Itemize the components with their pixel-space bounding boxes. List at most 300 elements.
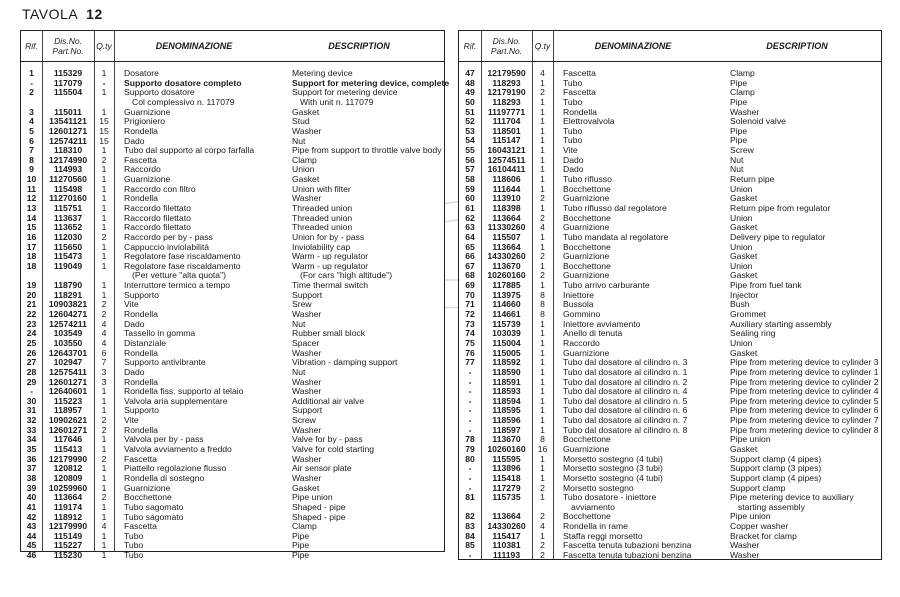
denominazione-line: Bocchettone xyxy=(563,183,611,194)
description-line: Threaded union xyxy=(292,212,353,223)
description-line: Auxiliary starting assembly xyxy=(730,318,832,329)
table-row xyxy=(459,108,881,118)
denominazione-line: Tubo dal dosatore al cilindro n. 5 xyxy=(563,395,688,406)
part-number: 113664 xyxy=(492,212,521,223)
part-number: 14330260 xyxy=(487,521,526,532)
part-number: 115735 xyxy=(492,492,521,503)
table-number: 12 xyxy=(86,6,103,22)
description-line: Air sensor plate xyxy=(292,463,352,474)
ref-number: 79 xyxy=(465,443,475,454)
table-row xyxy=(459,185,881,195)
denominazione-line: Prigioniero xyxy=(124,116,166,127)
header-description: DESCRIPTION xyxy=(328,41,390,51)
ref-number: 49 xyxy=(465,87,475,98)
ref-number: - xyxy=(30,386,33,397)
denominazione-line: Bocchettone xyxy=(563,260,611,271)
denominazione-line: Tubo xyxy=(124,550,144,561)
part-number: 117079 xyxy=(53,77,83,88)
denominazione-subline: (Per vetture "alta quota") xyxy=(132,270,226,281)
ref-number: 18 xyxy=(26,251,37,262)
quantity: 1 xyxy=(101,289,107,300)
part-number: 118291 xyxy=(53,289,83,300)
table-row xyxy=(21,532,444,542)
table-row xyxy=(21,175,444,185)
table-row xyxy=(21,281,444,291)
quantity: 1 xyxy=(101,202,107,213)
description-line: Pipe xyxy=(730,135,748,146)
table-row xyxy=(21,464,444,474)
denominazione-text xyxy=(124,262,241,281)
denominazione-line: Tubo xyxy=(124,530,144,541)
quantity: 1 xyxy=(101,540,107,551)
denominazione-line: Tubo dal dosatore al cilindro n. 3 xyxy=(563,357,688,368)
denominazione-line: Supporto antivibrante xyxy=(124,357,206,368)
ref-number: 48 xyxy=(465,77,475,88)
part-number: 12640601 xyxy=(48,386,88,397)
denominazione-line: Rondella xyxy=(124,309,158,320)
parts-table-left xyxy=(20,30,450,561)
quantity: 1 xyxy=(540,164,545,175)
description-line: Threaded union xyxy=(292,202,353,213)
parts-table-right xyxy=(458,30,882,560)
description-line: Pipe xyxy=(292,530,310,541)
ref-number: - xyxy=(468,482,472,493)
quantity: 4 xyxy=(101,328,107,339)
description-text xyxy=(292,262,392,281)
description-line: Screw xyxy=(292,415,316,426)
denominazione-line: Tubo sagomato xyxy=(124,511,184,522)
page-title xyxy=(22,6,103,22)
part-number: 115507 xyxy=(492,231,521,242)
quantity: 1 xyxy=(540,376,545,387)
part-number: 112030 xyxy=(53,231,83,242)
denominazione-line: Rondella in rame xyxy=(563,521,628,532)
description-subline: (For cars "high altitude") xyxy=(300,270,393,281)
part-number: 115498 xyxy=(53,183,83,194)
part-number: 11197771 xyxy=(487,106,526,117)
part-number: 118596 xyxy=(492,415,521,426)
quantity: 7 xyxy=(101,357,107,368)
description-line: Union xyxy=(292,164,315,175)
table-row xyxy=(459,551,881,561)
part-number: 11270560 xyxy=(49,174,87,185)
quantity: 2 xyxy=(101,154,107,165)
ref-number: 11 xyxy=(26,183,37,194)
ref-number: 46 xyxy=(26,550,37,561)
ref-number: - xyxy=(30,77,33,88)
description-line: Washer xyxy=(730,550,760,561)
ref-number: 74 xyxy=(465,328,475,339)
table-row xyxy=(459,522,881,532)
denominazione-line: Dosatore xyxy=(124,68,159,78)
table-row xyxy=(459,117,881,127)
denominazione-line: Valvola per by - pass xyxy=(124,434,204,445)
table-row xyxy=(459,204,881,214)
denominazione-line: Dado xyxy=(124,366,145,377)
part-number: 12574211 xyxy=(49,318,87,329)
description-line: Clamp xyxy=(292,521,317,532)
part-number: 111704 xyxy=(492,116,521,127)
quantity: 1 xyxy=(101,164,107,175)
description-line: Grommet xyxy=(730,309,766,320)
part-number: 115329 xyxy=(53,68,83,78)
ref-number: - xyxy=(468,395,472,406)
table-row xyxy=(21,387,444,397)
ref-number: 22 xyxy=(26,309,37,320)
table-body xyxy=(459,69,881,561)
denominazione-line: Rondella xyxy=(124,125,158,136)
description-line: Washer xyxy=(292,125,322,136)
ref-number: 20 xyxy=(26,289,37,300)
description-line: Vibration - damping support xyxy=(292,357,398,368)
denominazione-line: Bocchettone xyxy=(563,511,611,522)
part-number: 12601271 xyxy=(48,125,88,136)
denominazione-line: Supporto dosatore xyxy=(124,87,195,98)
table-header xyxy=(21,31,444,62)
part-number: 120812 xyxy=(53,463,83,474)
denominazione-line: Regolatore fase riscaldamento xyxy=(124,260,241,271)
quantity: 16 xyxy=(537,443,548,454)
ref-number: 50 xyxy=(465,96,475,107)
denominazione-line: Raccordo filettato xyxy=(124,222,191,233)
part-number: 117885 xyxy=(492,280,521,291)
table-row xyxy=(21,204,444,214)
description-line: Pipe xyxy=(730,77,748,88)
ref-number: 26 xyxy=(26,347,37,358)
quantity: 1 xyxy=(540,453,545,464)
quantity: 1 xyxy=(101,395,107,406)
ref-number: 25 xyxy=(26,337,37,348)
denominazione-line: Tubo xyxy=(563,125,583,136)
part-number: 115223 xyxy=(53,395,83,406)
description-line: Metering device xyxy=(292,68,353,78)
description-line: Warm - up regulator xyxy=(292,260,369,271)
table-row xyxy=(459,88,881,98)
header-rif: Rif. xyxy=(463,41,477,51)
part-number: 12574211 xyxy=(49,135,87,146)
denominazione-subline: Col complessivo n. 117079 xyxy=(132,96,235,107)
denominazione-line: Guarnizione xyxy=(563,193,610,204)
part-number: 12643701 xyxy=(48,347,88,358)
table-row xyxy=(459,175,881,185)
quantity: 1 xyxy=(540,366,545,377)
part-number: 118293 xyxy=(492,77,521,88)
part-number: 113670 xyxy=(492,434,521,445)
description-text xyxy=(730,551,759,561)
ref-number: 60 xyxy=(465,193,475,204)
description-line: Washer xyxy=(292,309,322,320)
quantity: 2 xyxy=(101,492,107,503)
table-row xyxy=(459,474,881,484)
part-number: 118293 xyxy=(492,96,521,107)
denominazione-line: Dado xyxy=(124,318,145,329)
part-number: 113670 xyxy=(492,260,521,271)
part-number: 118957 xyxy=(53,405,83,416)
ref-number: 42 xyxy=(26,511,37,522)
part-number: 10260160 xyxy=(487,443,526,454)
part-number: 113664 xyxy=(53,492,83,503)
denominazione-line: Bocchettone xyxy=(124,492,172,503)
description-line: Gasket xyxy=(292,482,320,493)
quantity: 4 xyxy=(101,318,107,329)
description-line: Pipe metering device to auxiliary xyxy=(730,492,854,503)
description-line: Pipe xyxy=(292,550,310,561)
quantity: 1 xyxy=(540,328,545,339)
denominazione-line: Tubo riflusso xyxy=(563,174,612,185)
denominazione-line: Guarnizione xyxy=(563,347,610,358)
table-body xyxy=(21,68,450,561)
part-number: 10260160 xyxy=(487,270,526,281)
denominazione-line: Fascetta tenuta tubazioni benzina xyxy=(563,550,692,561)
ref-number: 7 xyxy=(29,145,34,156)
table-row xyxy=(21,397,444,407)
description-line: Pipe union xyxy=(292,492,333,503)
part-number: 118590 xyxy=(492,366,521,377)
denominazione-line: Bocchettone xyxy=(563,434,611,445)
part-number: 12179590 xyxy=(487,68,526,78)
quantity: 1 xyxy=(101,183,107,194)
denominazione-line: Tassello in gomma xyxy=(124,328,196,339)
denominazione-line: Bocchettone xyxy=(563,241,611,252)
part-number: 111644 xyxy=(492,183,521,194)
quantity: 1 xyxy=(101,511,107,522)
description-line: Additional air valve xyxy=(292,395,365,406)
ref-number: 24 xyxy=(26,328,37,339)
part-number: 115504 xyxy=(53,87,83,98)
part-number: 115011 xyxy=(54,106,82,117)
description-line: Pipe from metering device to cylinder 3 xyxy=(730,357,879,368)
description-line: Pipe from metering device to cylinder 2 xyxy=(730,376,879,387)
ref-number: 63 xyxy=(465,222,475,233)
table-row xyxy=(459,493,881,512)
denominazione-line: Tubo dal dosatore al cilindro n. 7 xyxy=(563,415,688,426)
denominazione-line: Guarnizione xyxy=(124,174,171,185)
denominazione-line: Tubo dal supporto al corpo farfalla xyxy=(124,145,255,156)
quantity: 1 xyxy=(540,337,545,348)
description-line: Support for metering device xyxy=(292,87,398,98)
ref-number: 6 xyxy=(29,135,34,146)
ref-number: 55 xyxy=(465,145,475,156)
denominazione-line: Fascetta xyxy=(124,521,157,532)
ref-number: 33 xyxy=(26,424,37,435)
description-line: Washer xyxy=(292,193,322,204)
ref-number: 69 xyxy=(465,280,475,291)
part-number: 115417 xyxy=(492,530,521,541)
description-line: Clamp xyxy=(730,87,755,98)
denominazione-line: Vite xyxy=(563,145,578,156)
part-number: 10902621 xyxy=(48,415,88,426)
denominazione-subline: avviamento xyxy=(571,501,615,512)
part-number: 11330260 xyxy=(487,222,526,233)
quantity: 3 xyxy=(101,376,107,387)
description-line: Pipe union xyxy=(730,434,771,445)
ref-number: 75 xyxy=(465,337,475,348)
denominazione-line: Raccordo xyxy=(563,337,600,348)
ref-number: - xyxy=(468,415,472,426)
quantity: 1 xyxy=(540,415,545,426)
ref-number: 39 xyxy=(26,482,37,493)
denominazione-line: Tubo dal dosatore al cilindro n. 2 xyxy=(563,376,688,387)
denominazione-line: Gommino xyxy=(563,309,601,320)
description-line: Copper washer xyxy=(730,521,789,532)
description-line: Gasket xyxy=(292,106,320,117)
denominazione-line: Rondella di sostegno xyxy=(124,472,205,483)
ref-number: 57 xyxy=(465,164,475,175)
quantity: 1 xyxy=(540,106,545,117)
ref-number: 13 xyxy=(26,202,37,213)
part-number: 12575411 xyxy=(49,366,87,377)
quantity: 1 xyxy=(540,77,545,88)
quantity: 1 xyxy=(540,347,545,358)
quantity: 1 xyxy=(540,116,545,127)
ref-number: 9 xyxy=(29,164,34,175)
ref-number: 47 xyxy=(465,68,475,78)
quantity: 1 xyxy=(101,174,107,185)
denominazione-line: Bussola xyxy=(563,299,594,310)
ref-number: 23 xyxy=(26,318,37,329)
header-denominazione: DENOMINAZIONE xyxy=(594,41,672,51)
quantity: 15 xyxy=(99,125,109,136)
table-row xyxy=(21,233,444,243)
part-number: 12601271 xyxy=(48,424,88,435)
denominazione-line: Tubo dal dosatore al cilindro n. 1 xyxy=(563,366,688,377)
header-denominazione: DENOMINAZIONE xyxy=(155,41,233,51)
table-row xyxy=(21,194,444,204)
ref-number: 81 xyxy=(465,492,475,503)
quantity: 2 xyxy=(101,299,107,310)
denominazione-line: Raccordo filettato xyxy=(124,212,191,223)
description-line: Inviolability cap xyxy=(292,241,351,252)
description-line: Washer xyxy=(292,376,322,387)
ref-number: - xyxy=(468,550,472,561)
part-number: 12604271 xyxy=(48,309,88,320)
table-row xyxy=(21,541,444,551)
ref-number: 64 xyxy=(465,231,475,242)
quantity: 1 xyxy=(101,444,107,455)
ref-number: - xyxy=(468,405,472,416)
denominazione-line: Fascetta tenuta tubazioni benzina xyxy=(563,540,692,551)
description-line: Spacer xyxy=(292,337,320,348)
denominazione-line: Staffa reggi morsetto xyxy=(563,530,643,541)
ref-number: 15 xyxy=(26,222,37,233)
table-row xyxy=(21,493,444,503)
quantity: 1 xyxy=(540,405,545,416)
quantity: 1 xyxy=(101,212,107,223)
denominazione-line: Raccordo xyxy=(124,164,161,175)
denominazione-line: Fascetta xyxy=(124,154,157,165)
description-line: Washer xyxy=(292,386,322,397)
ref-number: 36 xyxy=(26,453,37,464)
ref-number: 83 xyxy=(465,521,475,532)
description-line: Solenoid valve xyxy=(730,116,786,127)
ref-number: 12 xyxy=(26,193,37,204)
description-line: Pipe from metering device to cylinder 4 xyxy=(730,386,879,397)
quantity: 6 xyxy=(101,347,107,358)
description-text xyxy=(730,493,854,512)
quantity: 1 xyxy=(540,96,545,107)
quantity: 2 xyxy=(540,540,545,551)
quantity: 1 xyxy=(540,492,545,503)
ref-number: 65 xyxy=(465,241,475,252)
denominazione-line: Tubo xyxy=(124,540,144,551)
denominazione-line: Supporto xyxy=(124,405,159,416)
ref-number: 14 xyxy=(26,212,37,223)
description-line: Shaped - pipe xyxy=(292,501,346,512)
part-number: 118595 xyxy=(492,405,521,416)
table-row xyxy=(21,435,444,445)
table-row xyxy=(459,69,881,79)
ref-number: 52 xyxy=(465,116,475,127)
description-line: Pipe from support to throttle valve body xyxy=(292,145,442,156)
ref-number: 1 xyxy=(29,68,34,78)
ref-number: - xyxy=(468,472,472,483)
part-number: 11270160 xyxy=(49,193,87,204)
denominazione-line: Rondella xyxy=(563,106,597,117)
ref-number: 76 xyxy=(465,347,475,358)
quantity: 1 xyxy=(540,318,545,329)
table-row xyxy=(21,551,444,561)
denominazione-line: Tubo dal dosatore al cilindro n. 6 xyxy=(563,405,688,416)
table-row xyxy=(459,339,881,349)
denominazione-text xyxy=(124,88,235,107)
table-row xyxy=(21,88,444,107)
table-row xyxy=(459,329,881,339)
denominazione-line: Morsetto sostegno (4 tubi) xyxy=(563,472,663,483)
part-number: 118592 xyxy=(492,357,521,368)
description-text xyxy=(292,551,309,561)
table-row xyxy=(459,281,881,291)
part-number: 115650 xyxy=(53,241,83,252)
ref-number: 18 xyxy=(26,260,37,271)
denominazione-line: Tubo dal dosatore al cilindro n. 4 xyxy=(563,386,688,397)
table-row xyxy=(459,165,881,175)
quantity: 1 xyxy=(540,280,545,291)
table-row xyxy=(459,233,881,243)
part-number: 113975 xyxy=(492,289,521,300)
quantity: 1 xyxy=(101,463,107,474)
part-number: 115418 xyxy=(492,472,521,483)
description-line: Pipe xyxy=(730,125,748,136)
denominazione-line: Rondella xyxy=(124,424,158,435)
description-line: Washer xyxy=(292,347,322,358)
table-row xyxy=(21,262,444,281)
quantity: 1 xyxy=(540,202,545,213)
description-line: Gasket xyxy=(292,174,320,185)
header-qty: Q.ty xyxy=(96,41,112,51)
description-line: Gasket xyxy=(730,222,758,233)
part-number: 113664 xyxy=(492,511,521,522)
ref-number: 85 xyxy=(465,540,475,551)
quantity: 8 xyxy=(540,289,545,300)
description-line: Union xyxy=(730,183,753,194)
part-number: 118501 xyxy=(492,125,521,136)
quantity: 1 xyxy=(540,472,545,483)
denominazione-line: Vite xyxy=(124,299,139,310)
ref-number: 19 xyxy=(26,280,37,291)
part-number: 16043121 xyxy=(487,145,526,156)
part-number: 111193 xyxy=(492,550,521,561)
table-row xyxy=(459,252,881,262)
header-part-no: Dis.No. Part.No. xyxy=(52,36,84,56)
description-line: Washer xyxy=(730,540,760,551)
description-line: Srew xyxy=(292,299,312,310)
quantity: 2 xyxy=(540,251,545,262)
denominazione-line: Fascetta xyxy=(563,68,596,78)
description-line: Nut xyxy=(730,164,744,175)
quantity: 1 xyxy=(540,424,545,435)
description-line: Screw xyxy=(730,145,754,156)
denominazione-line: Rondella fiss. supporto al telaio xyxy=(124,386,244,397)
